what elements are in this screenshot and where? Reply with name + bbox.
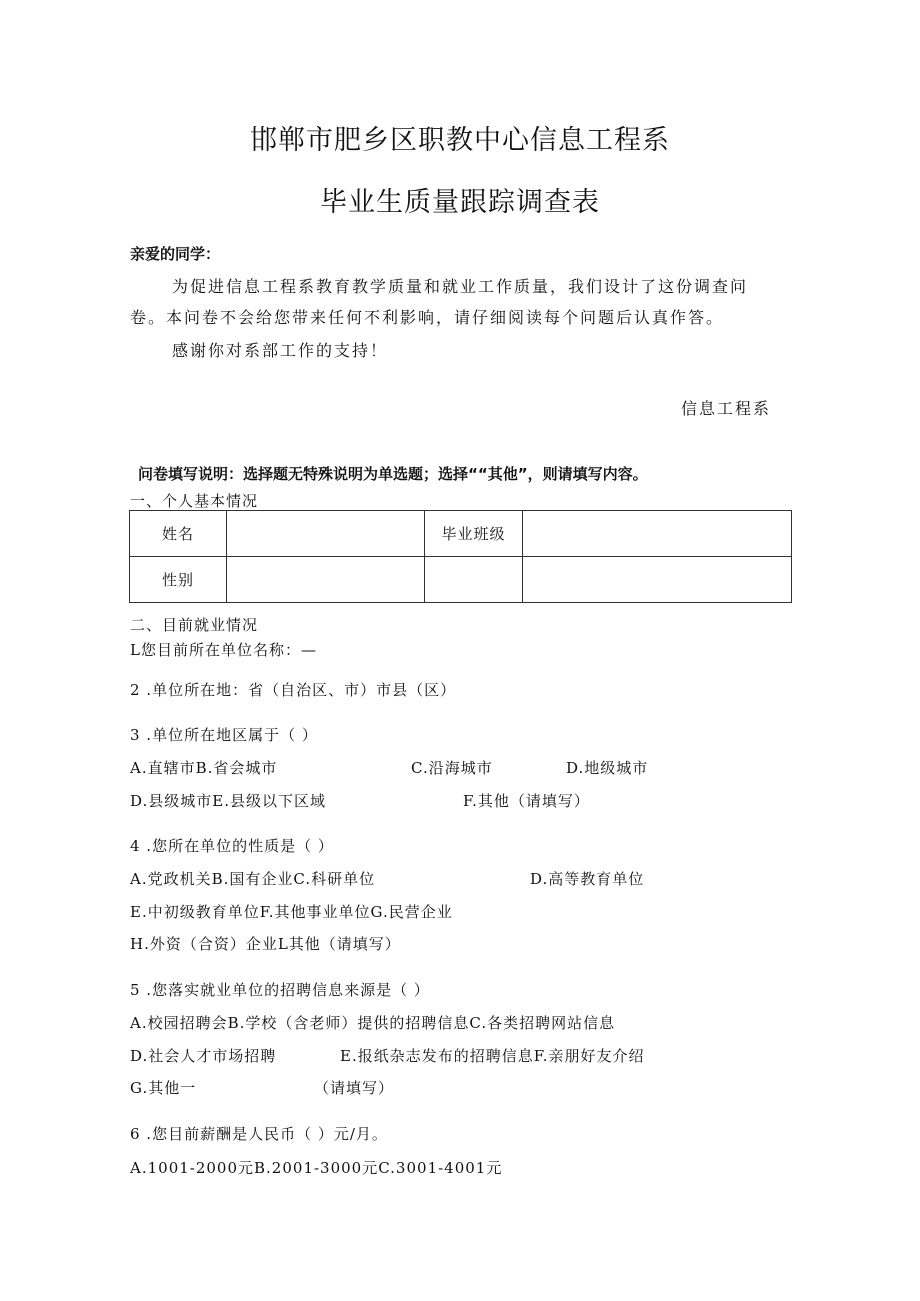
q5-option-d: D.社会人才市场招聘 bbox=[130, 1047, 277, 1065]
intro-paragraph-line2: 卷。本问卷不会给您带来任何不利影响，请仔细阅读每个问题后认真作答。 bbox=[130, 308, 725, 327]
name-field[interactable] bbox=[227, 511, 425, 557]
q4-option-d: D.高等教育单位 bbox=[530, 870, 645, 888]
q5-option-ef: E.报纸杂志发布的招聘信息F.亲朋好友介绍 bbox=[340, 1047, 645, 1065]
q4-option-abc: A.党政机关B.国有企业C.科研单位 bbox=[130, 870, 376, 888]
question-6: 6 .您目前薪酬是人民币（ ）元/月。 bbox=[130, 1125, 388, 1143]
q3-option-de: D.县级城市E.县级以下区域 bbox=[130, 792, 326, 810]
section2-heading: 二、目前就业情况 bbox=[130, 616, 259, 634]
q3-option-d: D.地级城市 bbox=[566, 759, 649, 777]
q5-option-abc: A.校园招聘会B.学校（含老师）提供的招聘信息C.各类招聘网站信息 bbox=[130, 1014, 616, 1032]
empty-cell[interactable] bbox=[425, 557, 523, 603]
question-4: 4 .您所在单位的性质是（ ） bbox=[130, 837, 334, 855]
document-subtitle: 毕业生质量跟踪调查表 bbox=[320, 187, 600, 218]
gender-field[interactable] bbox=[227, 557, 425, 603]
table-row bbox=[130, 511, 792, 557]
name-label: 姓名 bbox=[130, 511, 227, 557]
question-1: L您目前所在单位名称：— bbox=[130, 641, 317, 659]
document-title: 邯郸市肥乡区职教中心信息工程系 bbox=[250, 125, 670, 156]
q5-option-g: G.其他一 bbox=[130, 1079, 197, 1097]
question-3: 3 .单位所在地区属于（ ） bbox=[130, 726, 318, 744]
q6-option-abc: A.1001-2000元B.2001-3000元C.3001-4001元 bbox=[130, 1159, 503, 1177]
question-5: 5 .您落实就业单位的招聘信息来源是（ ） bbox=[130, 981, 430, 999]
gender-label: 性别 bbox=[130, 557, 227, 603]
question-2: 2 .单位所在地：省（自治区、市）市县（区） bbox=[130, 681, 457, 699]
personal-info-table bbox=[129, 510, 792, 603]
empty-cell[interactable] bbox=[523, 557, 792, 603]
table-row bbox=[130, 557, 792, 603]
section1-heading: 一、个人基本情况 bbox=[130, 492, 259, 510]
signature: 信息工程系 bbox=[681, 399, 772, 418]
q4-option-efg: E.中初级教育单位F.其他事业单位G.民营企业 bbox=[130, 903, 453, 921]
class-label: 毕业班级 bbox=[425, 511, 523, 557]
q5-fill-hint: （请填写） bbox=[314, 1079, 395, 1097]
class-field[interactable] bbox=[523, 511, 792, 557]
q3-option-f: F.其他（请填写） bbox=[463, 792, 590, 810]
greeting: 亲爱的同学： bbox=[130, 245, 221, 263]
q3-option-c: C.沿海城市 bbox=[411, 759, 493, 777]
q4-option-hl: H.外资（合资）企业L其他（请填写） bbox=[130, 935, 401, 953]
fill-instructions: 问卷填写说明：选择题无特殊说明为单选题；选择““其他”，则请填写内容。 bbox=[138, 465, 648, 483]
thanks-paragraph: 感谢你对系部工作的支持！ bbox=[172, 341, 389, 360]
intro-paragraph-line1: 为促进信息工程系教育教学质量和就业工作质量，我们设计了这份调查问 bbox=[172, 277, 749, 296]
q3-option-ab: A.直辖市B.省会城市 bbox=[130, 759, 278, 777]
